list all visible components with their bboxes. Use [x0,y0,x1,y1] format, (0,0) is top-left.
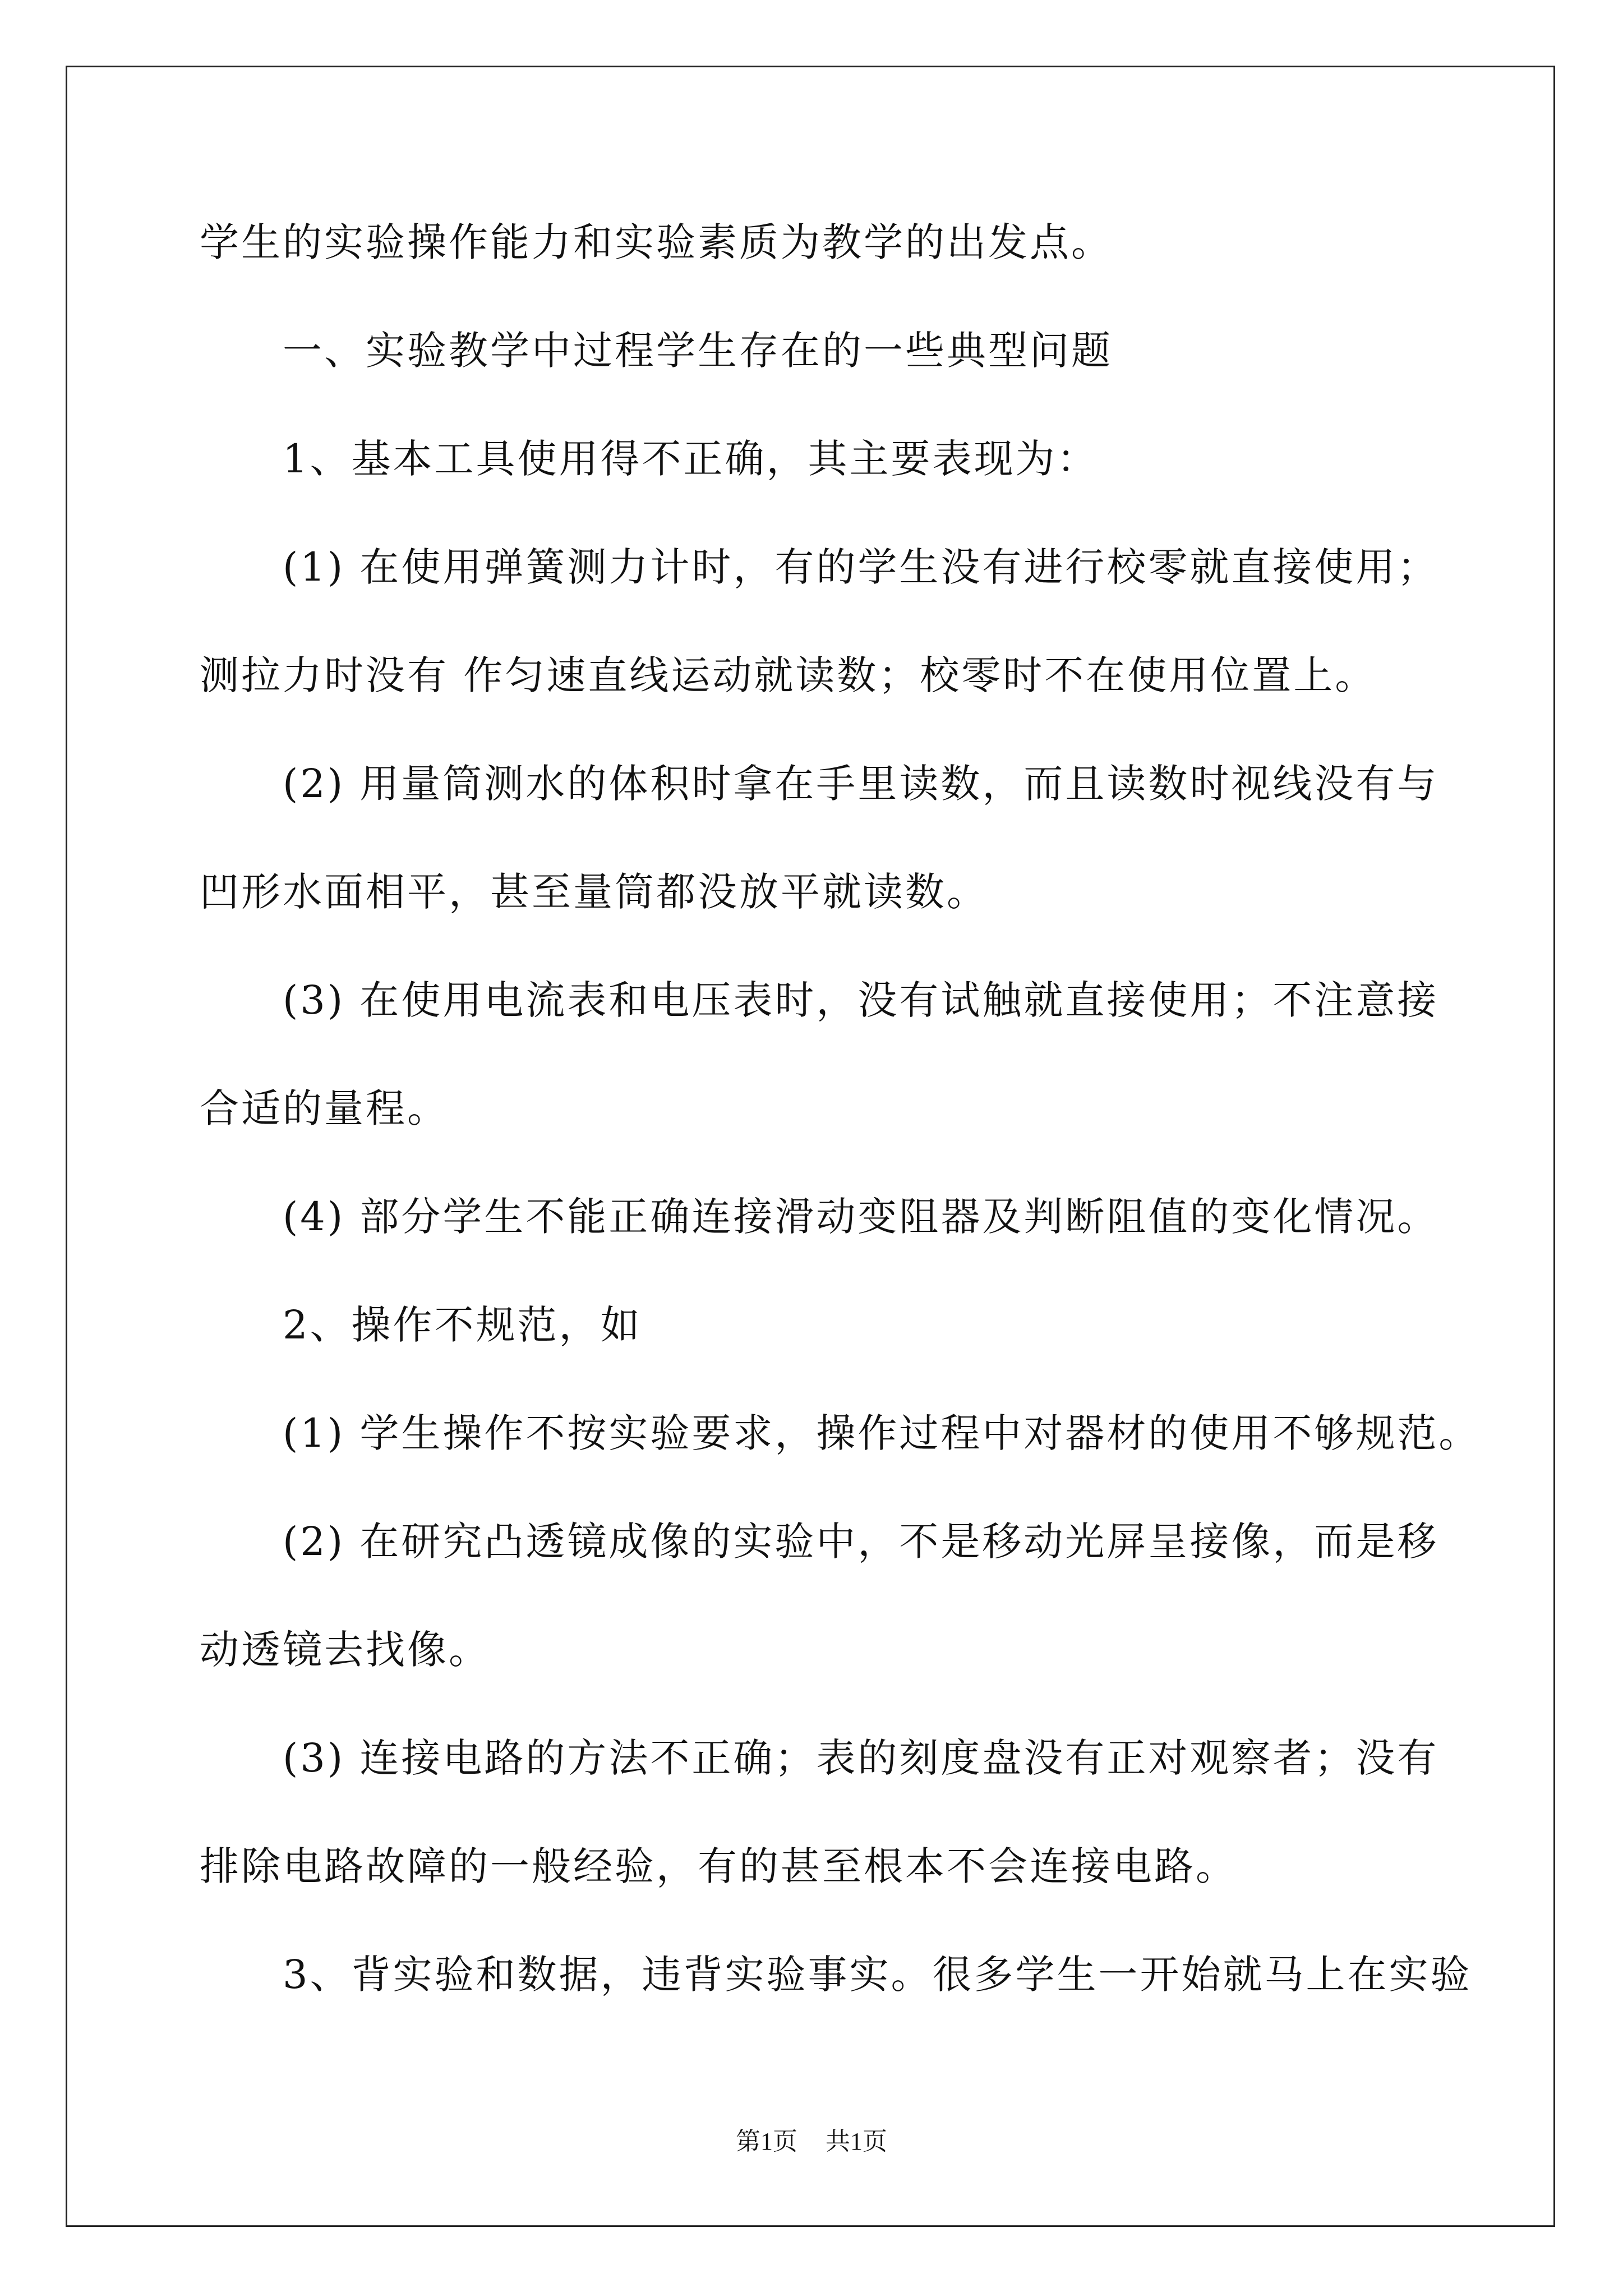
text-line: (1) 在使用弹簧测力计时，有的学生没有进行校零就直接使用； [200,544,1439,590]
text-line: 学生的实验操作能力和实验素质为教学的出发点。 [200,219,1113,265]
section-heading: 一、实验教学中过程学生存在的一些典型问题 [200,328,1113,374]
text-line: (2) 用量筒测水的体积时拿在手里读数，而且读数时视线没有与 [200,761,1439,807]
page-number-total: 共1页 [826,2128,887,2155]
text-line: (3) 在使用电流表和电压表时，没有试触就直接使用；不注意接 [200,977,1439,1023]
page-footer [0,2126,1623,2157]
text-line: 凹形水面相平，甚至量筒都没放平就读数。 [200,869,988,915]
text-line: (4) 部分学生不能正确连接滑动变阻器及判断阻值的变化情况。 [200,1194,1439,1240]
text-line: 3、背实验和数据，违背实验事实。很多学生一开始就马上在实验 [200,1952,1472,1998]
subsection-heading: 1、基本工具使用得不正确，其主要表现为： [200,436,1099,482]
text-line: 排除电路故障的一般经验，有的甚至根本不会连接电路。 [200,1843,1237,1889]
text-line: (2) 在研究凸透镜成像的实验中，不是移动光屏呈接像，而是移 [200,1519,1439,1565]
text-line: 动透镜去找像。 [200,1627,490,1673]
text-line: (3) 连接电路的方法不正确；表的刻度盘没有正对观察者；没有 [200,1735,1439,1781]
text-line: 测拉力时没有 作匀速直线运动就读数；校零时不在使用位置上。 [200,652,1377,698]
page-number-current: 第1页 [736,2128,797,2155]
text-line: (1) 学生操作不按实验要求，操作过程中对器材的使用不够规范。 [200,1410,1481,1456]
page-border [66,66,1555,2227]
subsection-heading: 2、操作不规范，如 [200,1302,642,1348]
text-line: 合适的量程。 [200,1085,449,1131]
